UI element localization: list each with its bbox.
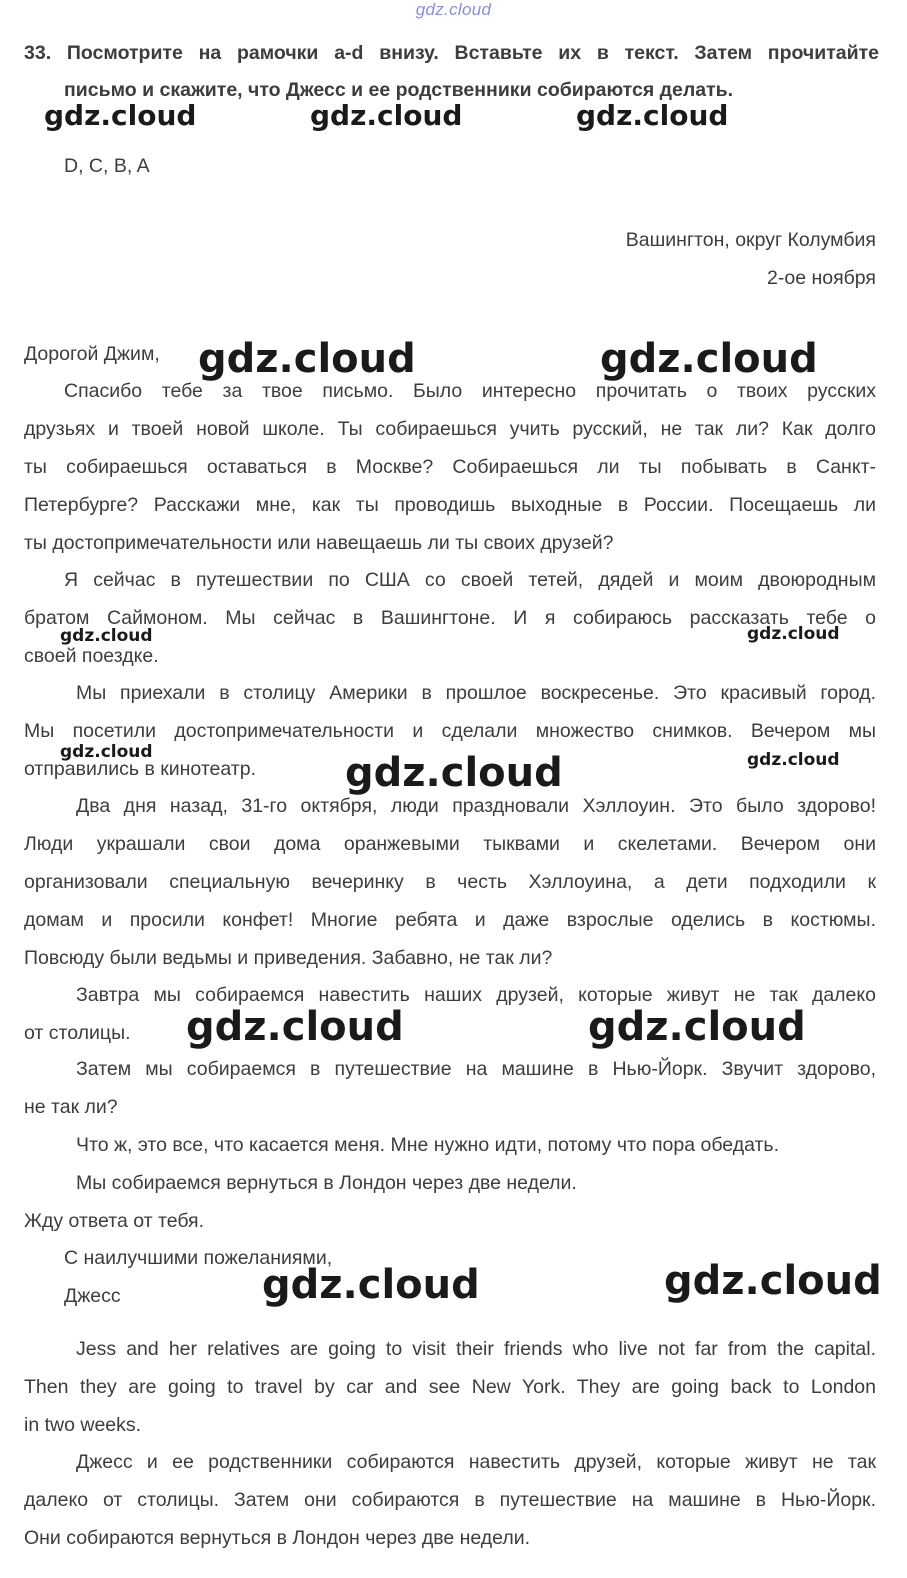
watermark: gdz.cloud bbox=[588, 1004, 806, 1050]
russian-answer-line: Джесс и ее родственники собираются навестить друзей, которые живут не так bbox=[76, 1451, 876, 1473]
letter-date: 2-ое ноября bbox=[767, 267, 876, 289]
letter-line: домам и просили конфет! Многие ребята и даже взрослые оделись в костюмы. bbox=[24, 909, 876, 931]
watermark: gdz.cloud bbox=[310, 99, 463, 132]
watermark: gdz.cloud bbox=[60, 626, 153, 646]
watermark: gdz.cloud bbox=[345, 750, 563, 796]
letter-line: своей поездке. bbox=[24, 645, 159, 667]
letter-line: Спасибо тебе за твое письмо. Было интересно прочитать о твоих русских bbox=[64, 380, 876, 402]
letter-line: Повсюду были ведьмы и приведения. Забавно, не так ли? bbox=[24, 947, 553, 969]
letter-line: ты собираешься оставаться в Москве? Собираешься ли ты побывать в Санкт- bbox=[24, 456, 876, 478]
letter-greeting: Дорогой Джим, bbox=[24, 343, 160, 365]
task-heading-line-1: 33. Посмотрите на рамочки a-d внизу. Вставьте их в текст. Затем прочитайте bbox=[24, 42, 879, 64]
letter-line: Завтра мы собираемся навестить наших друзей, которые живут не так далеко bbox=[76, 984, 876, 1006]
letter-line: Петербурге? Расскажи мне, как ты проводишь выходные в России. Посещаешь ли bbox=[24, 494, 876, 516]
letter-address: Вашингтон, округ Колумбия bbox=[625, 229, 876, 251]
english-answer-line: in two weeks. bbox=[24, 1414, 142, 1436]
letter-line: Жду ответа от тебя. bbox=[24, 1210, 205, 1232]
letter-line: Люди украшали свои дома оранжевыми тыквами и скелетами. Вечером они bbox=[24, 833, 876, 855]
watermark: gdz.cloud bbox=[747, 750, 840, 770]
watermark: gdz.cloud bbox=[186, 1004, 404, 1050]
letter-line: от столицы. bbox=[24, 1022, 131, 1044]
english-answer-line: Then they are going to travel by car and see New York. They are going back to London bbox=[24, 1376, 876, 1398]
letter-line: друзьях и твоей новой школе. Ты собираешься учить русский, не так ли? Как долго bbox=[24, 418, 876, 440]
watermark: gdz.cloud bbox=[198, 336, 416, 382]
watermark: gdz.cloud bbox=[262, 1262, 480, 1308]
russian-answer-line: Они собираются вернуться в Лондон через две недели. bbox=[24, 1527, 531, 1549]
letter-line: братом Саймоном. Мы сейчас в Вашингтоне. И я собираюсь рассказать тебе о bbox=[24, 607, 876, 629]
letter-line: ты достопримечательности или навещаешь ли ты своих друзей? bbox=[24, 532, 614, 554]
letter-line: Что ж, это все, что касается меня. Мне нужно идти, потому что пора обедать. bbox=[76, 1134, 780, 1156]
watermark: gdz.cloud bbox=[576, 99, 729, 132]
letter-line: не так ли? bbox=[24, 1096, 118, 1118]
task-heading-line-2: письмо и скажите, что Джесс и ее родственники собираются делать. bbox=[64, 79, 734, 101]
watermark: gdz.cloud bbox=[600, 336, 818, 382]
answer-order: D, C, B, A bbox=[64, 155, 150, 177]
letter-signature: Джесс bbox=[64, 1285, 121, 1307]
letter-line: Мы приехали в столицу Америки в прошлое воскресенье. Это красивый город. bbox=[76, 682, 876, 704]
letter-line: организовали специальную вечеринку в честь Хэллоуина, а дети подходили к bbox=[24, 871, 876, 893]
english-answer-line: Jess and her relatives are going to visit their friends who live not far from the capital. bbox=[76, 1338, 876, 1360]
letter-line: отправились в кинотеатр. bbox=[24, 758, 257, 780]
letter-line: Два дня назад, 31-го октября, люди праздновали Хэллоуин. Это было здорово! bbox=[76, 795, 876, 817]
watermark: gdz.cloud bbox=[747, 624, 840, 644]
russian-answer-line: далеко от столицы. Затем они собираются в путешествие на машине в Нью-Йорк. bbox=[24, 1489, 876, 1511]
letter-line: Я сейчас в путешествии по США со своей тетей, дядей и моим двоюродным bbox=[64, 569, 876, 591]
watermark: gdz.cloud bbox=[60, 742, 153, 762]
letter-closing: С наилучшими пожеланиями, bbox=[64, 1247, 333, 1269]
site-watermark-top: gdz.cloud bbox=[415, 0, 492, 19]
letter-line: Затем мы собираемся в путешествие на машине в Нью-Йорк. Звучит здорово, bbox=[76, 1058, 876, 1080]
letter-line: Мы собираемся вернуться в Лондон через две недели. bbox=[76, 1172, 577, 1194]
watermark: gdz.cloud bbox=[664, 1258, 882, 1304]
letter-line: Мы посетили достопримечательности и сделали множество снимков. Вечером мы bbox=[24, 720, 876, 742]
watermark: gdz.cloud bbox=[44, 99, 197, 132]
